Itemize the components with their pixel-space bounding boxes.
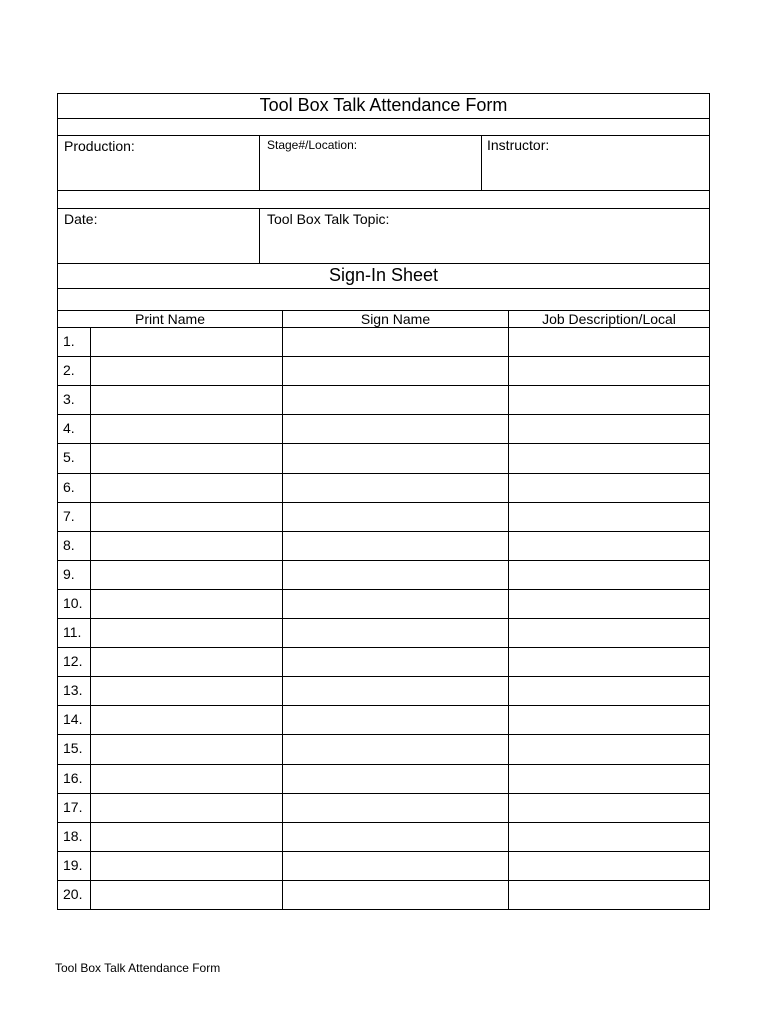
job-description-cell[interactable] [509,503,709,531]
sign-name-cell[interactable] [283,648,508,676]
print-name-cell[interactable] [91,648,282,676]
sign-name-cell[interactable] [283,794,508,822]
sign-name-cell[interactable] [283,561,508,589]
instructor-label: Instructor: [487,137,550,153]
row-number: 1. [63,333,75,349]
sign-name-cell[interactable] [283,357,508,385]
job-description-cell[interactable] [509,561,709,589]
row-number: 3. [63,391,75,407]
print-name-cell[interactable] [91,561,282,589]
print-name-cell[interactable] [91,386,282,414]
print-name-cell[interactable] [91,444,282,472]
sign-name-cell[interactable] [283,619,508,647]
row-number: 13. [63,682,83,698]
print-name-cell[interactable] [91,794,282,822]
date-field[interactable] [58,209,259,263]
column-header-print-name: Print Name [134,311,206,327]
job-description-cell[interactable] [509,765,709,793]
print-name-cell[interactable] [91,532,282,560]
stage-location-field[interactable] [260,136,481,190]
job-description-cell[interactable] [509,474,709,502]
production-field[interactable] [58,136,259,190]
print-name-cell[interactable] [91,765,282,793]
divider [57,263,710,264]
job-description-cell[interactable] [509,532,709,560]
sign-name-cell[interactable] [283,328,508,356]
footer-text: Tool Box Talk Attendance Form [55,961,221,975]
sign-name-cell[interactable] [283,852,508,880]
job-description-cell[interactable] [509,706,709,734]
row-number: 20. [63,886,83,902]
sign-name-cell[interactable] [283,590,508,618]
row-number: 11. [63,624,82,640]
sign-name-cell[interactable] [283,735,508,763]
row-number: 15. [63,740,83,756]
print-name-cell[interactable] [91,619,282,647]
job-description-cell[interactable] [509,794,709,822]
print-name-cell[interactable] [91,415,282,443]
sign-name-cell[interactable] [283,503,508,531]
sign-name-cell[interactable] [283,415,508,443]
job-description-cell[interactable] [509,648,709,676]
print-name-cell[interactable] [91,881,282,909]
row-number: 7. [63,508,75,524]
row-number: 6. [63,479,75,495]
print-name-cell[interactable] [91,852,282,880]
sign-name-cell[interactable] [283,706,508,734]
row-number: 17. [63,799,83,815]
job-description-cell[interactable] [509,386,709,414]
row-divider [57,909,710,910]
sign-in-title: Sign-In Sheet [328,265,439,285]
print-name-cell[interactable] [91,474,282,502]
job-description-cell[interactable] [509,590,709,618]
row-number: 12. [63,653,83,669]
divider [57,118,710,119]
job-description-cell[interactable] [509,357,709,385]
sign-name-cell[interactable] [283,474,508,502]
divider [57,190,710,191]
instructor-field[interactable] [482,136,709,190]
print-name-cell[interactable] [91,735,282,763]
sign-name-cell[interactable] [283,765,508,793]
form-title: Tool Box Talk Attendance Form [259,95,508,115]
sign-name-cell[interactable] [283,677,508,705]
print-name-cell[interactable] [91,503,282,531]
job-description-cell[interactable] [509,677,709,705]
row-number: 18. [63,828,83,844]
print-name-cell[interactable] [91,706,282,734]
production-label: Production: [64,138,135,154]
row-number: 4. [63,420,75,436]
sign-name-cell[interactable] [283,386,508,414]
job-description-cell[interactable] [509,444,709,472]
print-name-cell[interactable] [91,677,282,705]
row-number: 8. [63,537,75,553]
job-description-cell[interactable] [509,619,709,647]
row-number: 10. [63,595,83,611]
divider [57,288,710,289]
print-name-cell[interactable] [91,357,282,385]
row-number: 14. [63,711,83,727]
stage-location-label: Stage#/Location: [267,138,358,152]
job-description-cell[interactable] [509,328,709,356]
print-name-cell[interactable] [91,328,282,356]
sign-name-cell[interactable] [283,444,508,472]
sign-name-cell[interactable] [283,881,508,909]
job-description-cell[interactable] [509,823,709,851]
sign-name-cell[interactable] [283,532,508,560]
row-number: 16. [63,770,83,786]
row-number: 9. [63,566,75,582]
row-number: 5. [63,449,75,465]
print-name-cell[interactable] [91,590,282,618]
job-description-cell[interactable] [509,881,709,909]
sign-name-cell[interactable] [283,823,508,851]
row-number: 19. [63,857,83,873]
date-label: Date: [64,211,98,227]
job-description-cell[interactable] [509,415,709,443]
topic-label: Tool Box Talk Topic: [267,211,390,227]
job-description-cell[interactable] [509,852,709,880]
topic-field[interactable] [260,209,709,263]
column-header-sign-name: Sign Name [360,311,431,327]
row-number: 2. [63,362,75,378]
print-name-cell[interactable] [91,823,282,851]
job-description-cell[interactable] [509,735,709,763]
form-border-top [57,93,710,94]
column-header-job-description: Job Description/Local [542,311,676,327]
